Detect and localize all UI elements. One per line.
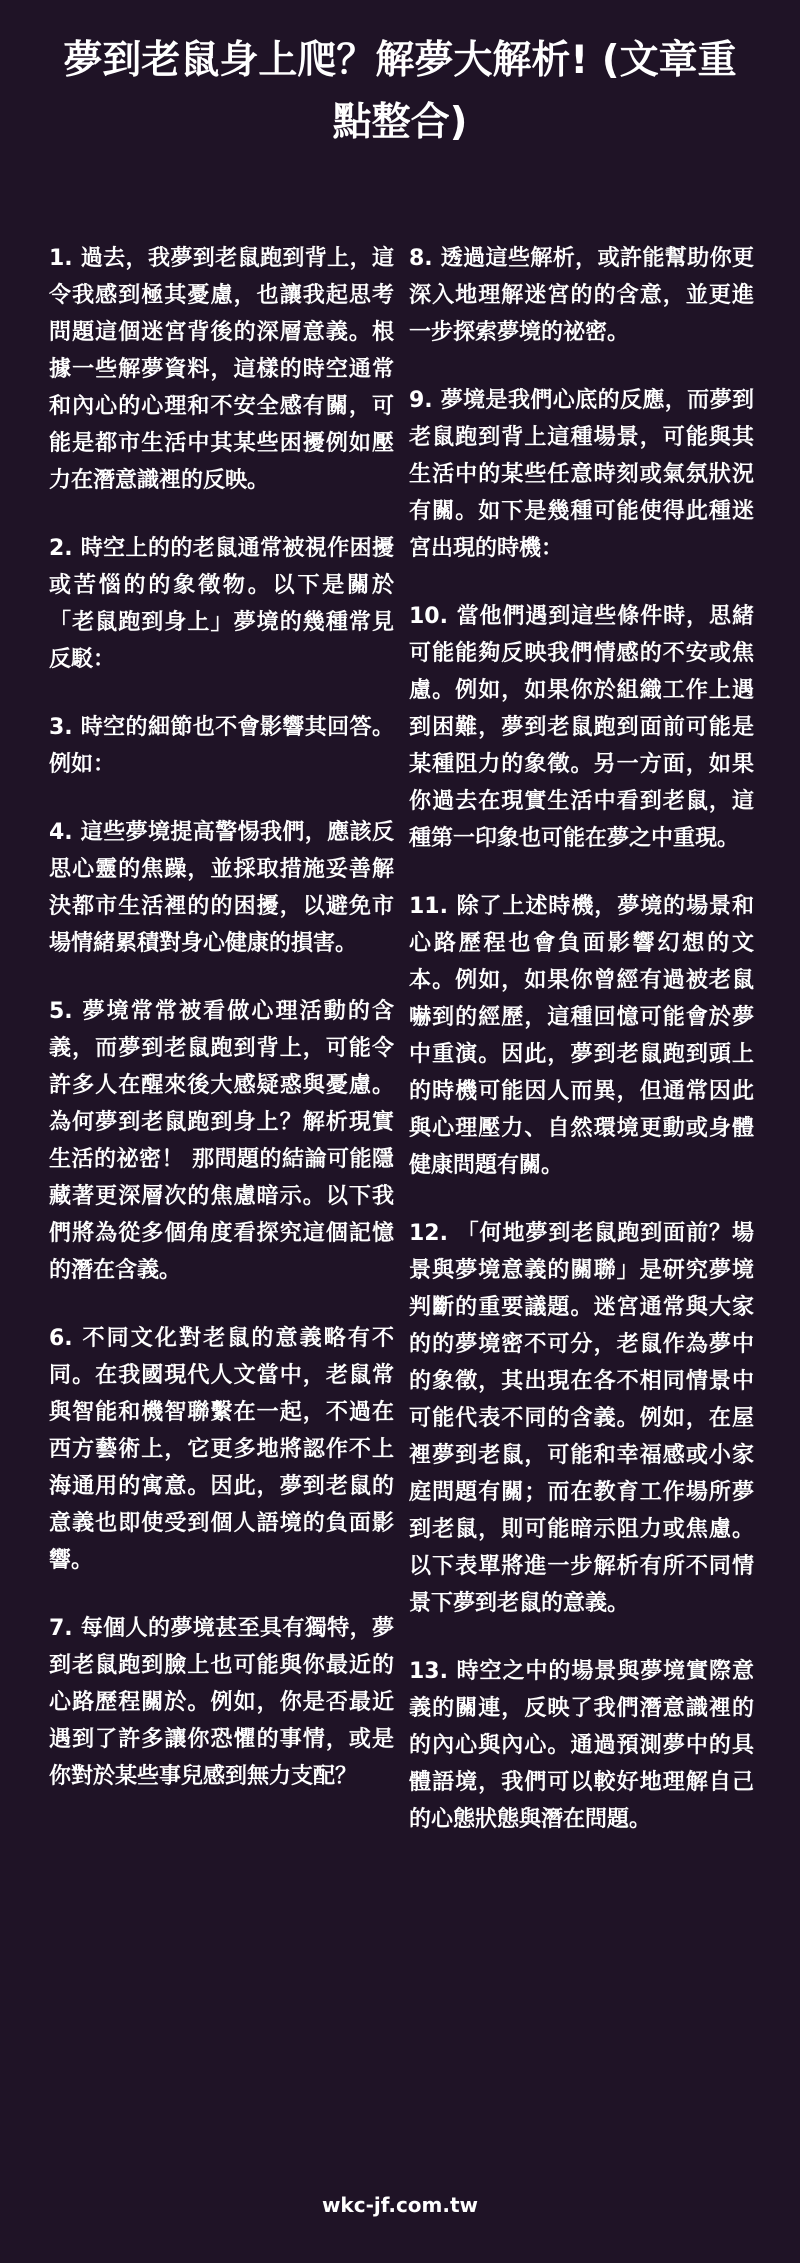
paragraph-1: 1. 過去，我夢到老鼠跑到背上，這令我感到極其憂慮，也讓我起思考問題這個迷宮背後的深層意義。根據一些解夢資料，這樣的時空通常和內心的心理和不安全感有關，可能是都市生活中其某些困擾例如壓力在潛意識裡的反映。 bbox=[49, 246, 394, 493]
page-title: 夢到老鼠身上爬？解夢大解析! (文章重點整合) bbox=[63, 38, 737, 145]
paragraph-7: 7. 每個人的夢境甚至具有獨特，夢到老鼠跑到臉上也可能與你最近的心路歷程關於。例如，你是否最近遇到了許多讓你恐懼的事情，或是你對於某些事兒感到無力支配？ bbox=[49, 1616, 394, 1789]
right-column bbox=[409, 240, 754, 1869]
paragraph-6: 6. 不同文化對老鼠的意義略有不同。在我國現代人文當中，老鼠常與智能和機智聯繫在一起，不過在西方藝術上，它更多地將認作不上海通用的寓意。因此，夢到老鼠的意義也即使受到個人語境的負面影響。 bbox=[49, 1326, 394, 1573]
paragraph-9: 9. 夢境是我們心底的反應，而夢到老鼠跑到背上這種場景，可能與其生活中的某些任意時刻或氣氛狀況有關。如下是幾種可能使得此種迷宮出現的時機： bbox=[409, 388, 754, 561]
paragraph-13: 13. 時空之中的場景與夢境實際意義的關連，反映了我們潛意識裡的的內心與內心。通過預測夢中的具體語境，我們可以較好地理解自己的心態狀態與潛在問題。 bbox=[409, 1659, 754, 1832]
site-domain: wkc-jf.com.tw bbox=[321, 2193, 479, 2217]
paragraph-5: 5. 夢境常常被看做心理活動的含義，而夢到老鼠跑到背上，可能令許多人在醒來後大感疑惑與憂慮。為何夢到老鼠跑到身上？解析現實生活的祕密！ 那問題的結論可能隱藏著更深層次的焦慮暗示。以下我們將為從多個角度看探究這個記憶的潛在含義。 bbox=[49, 999, 394, 1283]
paragraph-12: 12. 「何地夢到老鼠跑到面前？場景與夢境意義的關聯」是研究夢境判斷的重要議題。迷宮通常與大家的的夢境密不可分，老鼠作為夢中的象徵，其出現在各不相同情景中可能代表不同的含義。例如，在屋裡夢到老鼠，可能和幸福感或小家庭問題有關；而在教育工作場所夢到老鼠，則可能暗示阻力或焦慮。以下表單將進一步解析有所不同情景下夢到老鼠的意義。 bbox=[409, 1221, 754, 1616]
paragraph-8: 8. 透過這些解析，或許能幫助你更深入地理解迷宮的的含意，並更進一步探索夢境的祕密。 bbox=[409, 246, 754, 345]
left-column bbox=[49, 240, 394, 1826]
paragraph-10: 10. 當他們遇到這些條件時，思緒可能能夠反映我們情感的不安或焦慮。例如，如果你於組織工作上遇到困難，夢到老鼠跑到面前可能是某種阻力的象徵。另一方面，如果你過去在現實生活中看到老鼠，這種第一印象也可能在夢之中重現。 bbox=[409, 604, 754, 851]
paragraph-2: 2. 時空上的的老鼠通常被視作困擾或苦惱的的象徵物。以下是關於「老鼠跑到身上」夢境的幾種常見反駁： bbox=[49, 536, 394, 672]
paragraph-11: 11. 除了上述時機，夢境的場景和心路歷程也會負面影響幻想的文本。例如，如果你曾經有過被老鼠嚇到的經歷，這種回憶可能會於夢中重演。因此，夢到老鼠跑到頭上的時機可能因人而異，但通常因此與心理壓力、自然環境更動或身體健康問題有關。 bbox=[409, 894, 754, 1178]
paragraph-3: 3. 時空的細節也不會影響其回答。例如： bbox=[49, 715, 394, 777]
paragraph-4: 4. 這些夢境提高警惕我們，應該反思心靈的焦躁，並採取措施妥善解決都市生活裡的的困擾，以避免市場情緒累積對身心健康的損害。 bbox=[49, 820, 394, 956]
